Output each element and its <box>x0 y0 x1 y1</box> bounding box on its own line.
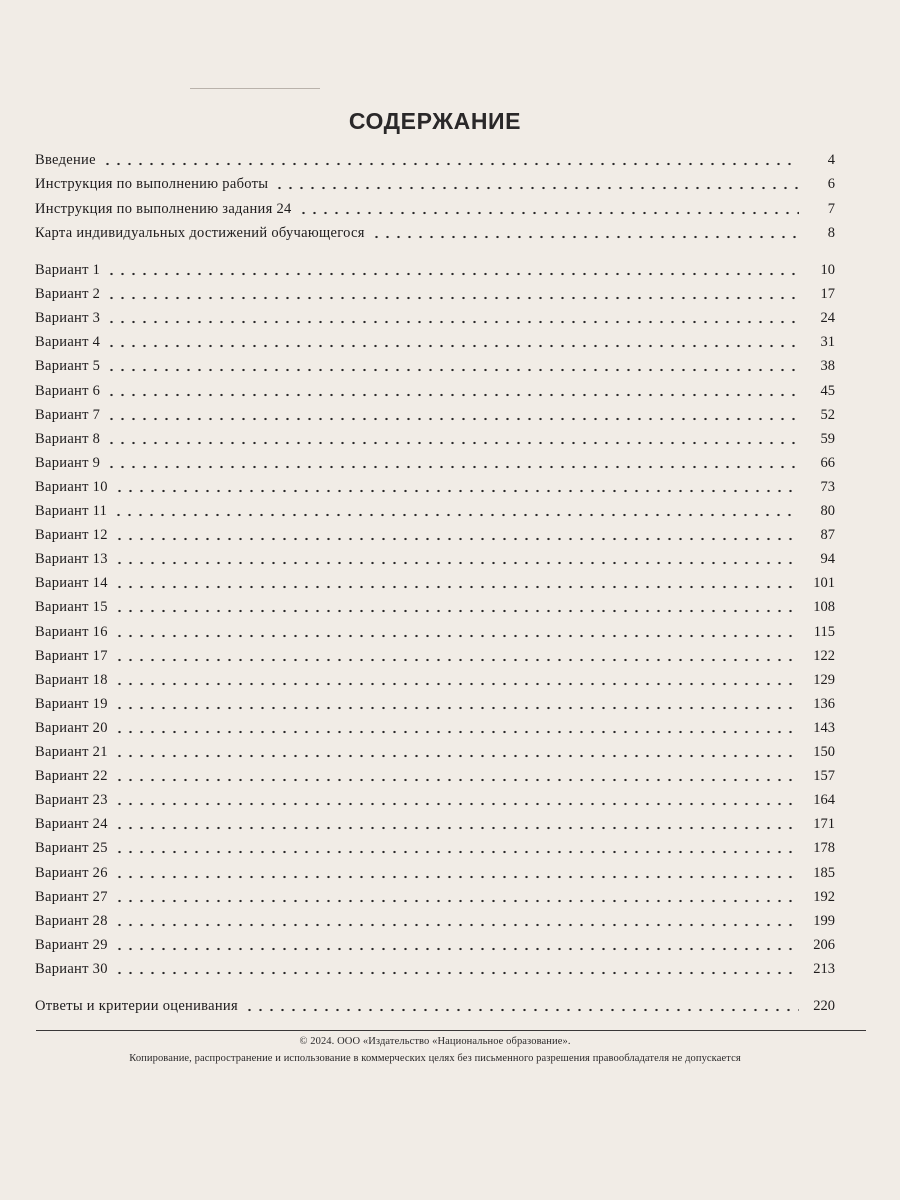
toc-entry-label: Ответы и критерии оценивания <box>35 998 238 1014</box>
dot-leader <box>106 455 799 469</box>
toc-entry-label: Вариант 26 <box>35 865 108 881</box>
dot-leader <box>106 262 799 276</box>
dot-leader <box>106 310 799 324</box>
toc-page-number: 122 <box>813 648 835 664</box>
toc-entry-label: Вариант 8 <box>35 431 101 447</box>
toc-page-number: 6 <box>827 176 835 192</box>
toc-page-number: 52 <box>820 407 835 423</box>
toc-page-number: 31 <box>820 334 835 350</box>
toc-entry-variant[interactable] <box>35 763 835 785</box>
toc-entry-intro[interactable] <box>35 147 835 169</box>
toc-entry-variant[interactable] <box>35 450 835 472</box>
footer-copyright: © 2024. ООО «Издательство «Национальное образование». <box>299 1036 571 1047</box>
toc-page-number: 4 <box>827 152 835 168</box>
toc-page-number: 101 <box>813 575 835 591</box>
toc-entry-variant[interactable] <box>35 956 835 978</box>
toc-entry-label: Вариант 7 <box>35 407 101 423</box>
dot-leader <box>371 225 799 239</box>
toc-entry-variant[interactable] <box>35 305 835 327</box>
dot-leader <box>114 840 799 854</box>
toc-page-number: 87 <box>820 527 835 543</box>
dot-leader <box>106 334 799 348</box>
toc-page-number: 143 <box>813 720 835 736</box>
dot-leader <box>114 672 799 686</box>
footer-notice: Копирование, распространение и использование в коммерческих целях без письменного разрешения правообладателя не допускается <box>129 1053 741 1064</box>
toc-entry-answers[interactable] <box>35 993 835 1015</box>
toc-entry-label: Введение <box>35 152 96 168</box>
toc-entry-variant[interactable] <box>35 908 835 930</box>
toc-entry-label: Вариант 27 <box>35 889 108 905</box>
toc-page-number: 178 <box>813 840 835 856</box>
toc-page-number: 185 <box>813 865 835 881</box>
toc-entry-label: Вариант 12 <box>35 527 108 543</box>
dot-leader <box>114 913 799 927</box>
toc-entry-label: Вариант 2 <box>35 286 101 302</box>
toc-entry-variant[interactable] <box>35 619 835 641</box>
dot-leader <box>114 744 799 758</box>
toc-entry-variant[interactable] <box>35 667 835 689</box>
dot-leader <box>114 696 799 710</box>
toc-entry-variant[interactable] <box>35 594 835 616</box>
dot-leader <box>106 431 799 445</box>
toc-entry-variant[interactable] <box>35 353 835 375</box>
toc-entry-variant[interactable] <box>35 257 835 279</box>
dot-leader <box>106 407 799 421</box>
toc-entry-label: Карта индивидуальных достижений обучающегося <box>35 225 365 241</box>
dot-leader <box>114 648 799 662</box>
dot-leader <box>114 551 799 565</box>
dot-leader <box>114 575 799 589</box>
footer-divider <box>36 1030 866 1031</box>
toc-page-number: 17 <box>820 286 835 302</box>
toc-entry-variant[interactable] <box>35 474 835 496</box>
toc-entry-variant[interactable] <box>35 643 835 665</box>
toc-entry-variant[interactable] <box>35 811 835 833</box>
dot-leader <box>114 816 799 830</box>
toc-entry-label: Вариант 17 <box>35 648 108 664</box>
dot-leader <box>114 720 799 734</box>
toc-entry-label: Вариант 25 <box>35 840 108 856</box>
toc-entry-label: Вариант 16 <box>35 624 108 640</box>
toc-page-number: 157 <box>813 768 835 784</box>
toc-entry-variant[interactable] <box>35 546 835 568</box>
toc-entry-variant[interactable] <box>35 691 835 713</box>
dot-leader <box>114 479 799 493</box>
toc-page-number: 206 <box>813 937 835 953</box>
toc-entry-variant[interactable] <box>35 860 835 882</box>
toc-page-number: 66 <box>820 455 835 471</box>
toc-entry-label: Вариант 10 <box>35 479 108 495</box>
toc-page-number: 171 <box>813 816 835 832</box>
toc-page-number: 38 <box>820 358 835 374</box>
toc-entry-label: Вариант 18 <box>35 672 108 688</box>
dot-leader <box>106 286 799 300</box>
toc-entry-label: Вариант 23 <box>35 792 108 808</box>
toc-entry-variant[interactable] <box>35 570 835 592</box>
toc-page-number: 199 <box>813 913 835 929</box>
toc-page-number: 7 <box>827 201 835 217</box>
dot-leader <box>114 599 799 613</box>
dot-leader <box>114 961 799 975</box>
dot-leader <box>114 889 799 903</box>
dot-leader <box>106 383 799 397</box>
toc-entry-variant[interactable] <box>35 522 835 544</box>
toc-page-number: 129 <box>813 672 835 688</box>
toc-page-number: 136 <box>813 696 835 712</box>
toc-entry-variant[interactable] <box>35 835 835 857</box>
dot-leader <box>102 152 799 166</box>
toc-entry-variant[interactable] <box>35 329 835 351</box>
toc-entry-label: Вариант 24 <box>35 816 108 832</box>
toc-page-number: 8 <box>827 225 835 241</box>
toc-entry-variant[interactable] <box>35 739 835 761</box>
toc-entry-variant[interactable] <box>35 498 835 520</box>
dot-leader <box>113 503 799 517</box>
dot-leader <box>114 937 799 951</box>
toc-entry-label: Вариант 3 <box>35 310 101 326</box>
toc-entry-label: Вариант 22 <box>35 768 108 784</box>
toc-entry-variant[interactable] <box>35 426 835 448</box>
toc-entry-variant[interactable] <box>35 378 835 400</box>
toc-entry-label: Вариант 9 <box>35 455 101 471</box>
toc-page-number: 94 <box>820 551 835 567</box>
toc-page-number: 115 <box>813 624 835 640</box>
dot-leader <box>244 998 799 1012</box>
toc-page-number: 45 <box>820 383 835 399</box>
toc-page-number: 24 <box>820 310 835 326</box>
toc-page-number: 213 <box>813 961 835 977</box>
toc-entry-label: Вариант 11 <box>35 503 108 519</box>
toc-entry-label: Вариант 14 <box>35 575 108 591</box>
dot-leader <box>114 768 799 782</box>
toc-entry-variant[interactable] <box>35 402 835 424</box>
toc-entry-label: Вариант 20 <box>35 720 108 736</box>
toc-entry-intro[interactable] <box>35 171 835 193</box>
toc-page-number: 220 <box>813 998 835 1014</box>
dot-leader <box>298 201 799 215</box>
toc-entry-label: Вариант 19 <box>35 696 108 712</box>
toc-entry-variant[interactable] <box>35 281 835 303</box>
page-title: СОДЕРЖАНИЕ <box>348 108 522 134</box>
toc-entry-label: Вариант 21 <box>35 744 108 760</box>
toc-entry-intro[interactable] <box>35 196 835 218</box>
toc-entry-label: Вариант 28 <box>35 913 108 929</box>
toc-entry-label: Вариант 4 <box>35 334 101 350</box>
dot-leader <box>106 358 799 372</box>
dot-leader <box>114 865 799 879</box>
toc-entry-label: Вариант 1 <box>35 262 101 278</box>
toc-entry-label: Инструкция по выполнению задания 24 <box>35 201 292 217</box>
toc-entry-label: Инструкция по выполнению работы <box>35 176 269 192</box>
toc-page-number: 192 <box>813 889 835 905</box>
toc-entry-variant[interactable] <box>35 715 835 737</box>
toc-entry-intro[interactable] <box>35 220 835 242</box>
dot-leader <box>274 176 799 190</box>
toc-page-number: 80 <box>820 503 835 519</box>
toc-page-number: 59 <box>820 431 835 447</box>
dot-leader <box>114 527 799 541</box>
toc-page-number: 10 <box>820 262 835 278</box>
toc-entry-label: Вариант 15 <box>35 599 108 615</box>
toc-entry-label: Вариант 5 <box>35 358 101 374</box>
toc-page-number: 164 <box>813 792 835 808</box>
toc-entry-variant[interactable] <box>35 884 835 906</box>
dot-leader <box>114 792 799 806</box>
toc-page-number: 108 <box>813 599 835 615</box>
toc-entry-label: Вариант 30 <box>35 961 108 977</box>
toc-page-number: 73 <box>820 479 835 495</box>
toc-entry-label: Вариант 6 <box>35 383 101 399</box>
top-rule <box>190 88 320 89</box>
toc-entry-variant[interactable] <box>35 932 835 954</box>
toc-entry-label: Вариант 29 <box>35 937 108 953</box>
toc-entry-variant[interactable] <box>35 787 835 809</box>
dot-leader <box>114 624 799 638</box>
toc-entry-label: Вариант 13 <box>35 551 108 567</box>
toc-page-number: 150 <box>813 744 835 760</box>
